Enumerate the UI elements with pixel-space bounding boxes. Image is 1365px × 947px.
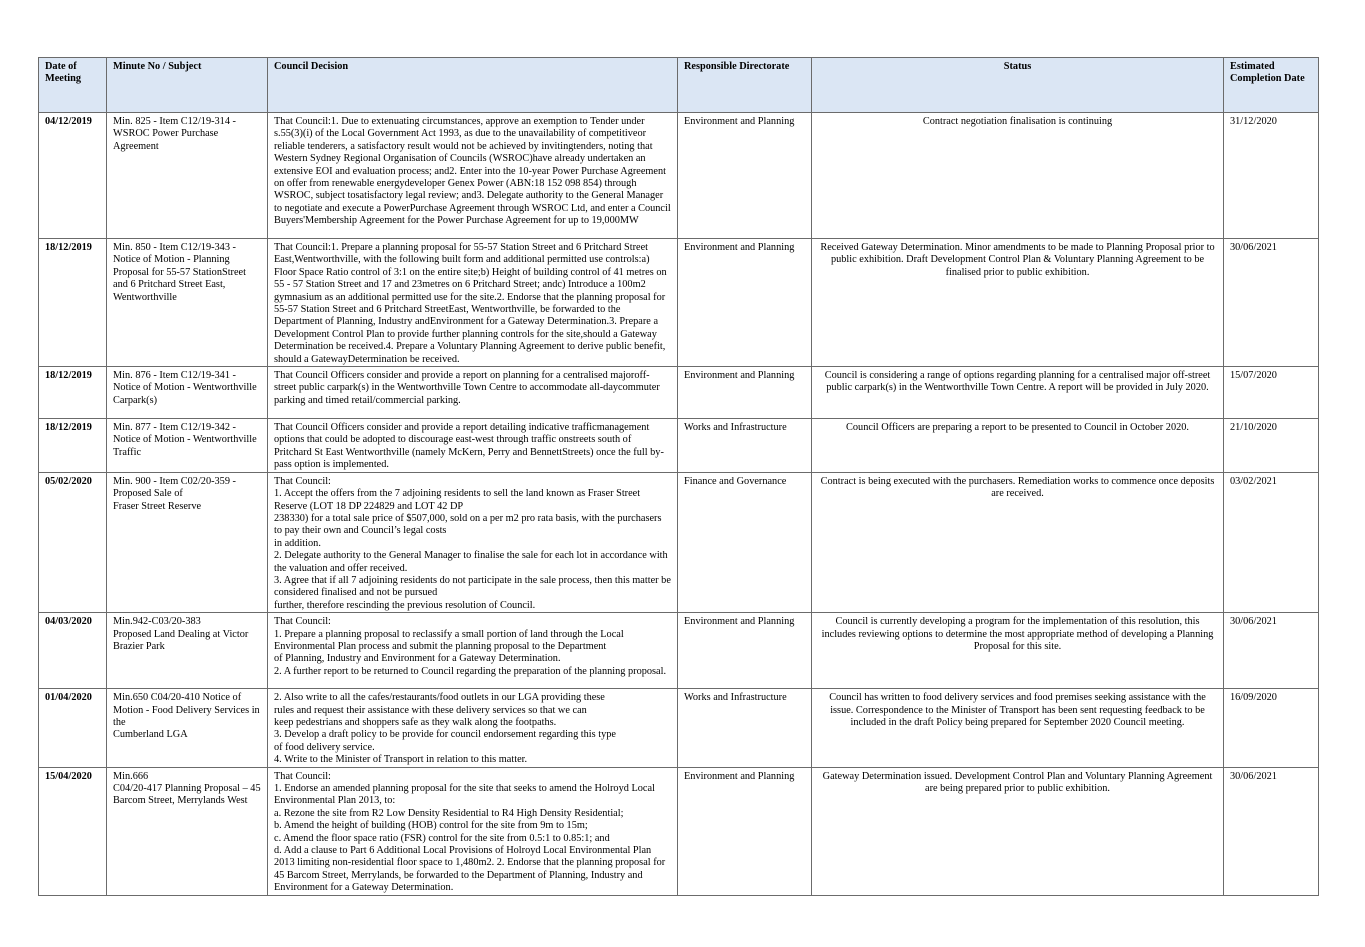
cell-council-decision: That Council Officers consider and provide a report detailing indicative trafficmanagement options that could be adopted to discourage east-west through traffic onstreets south of Pritchard St East Wentworthville (namely McKern, Perry and BennettStreets) once the full by-pass option is implemented. <box>268 419 678 473</box>
cell-minute-subject: Min. 877 - Item C12/19-342 - Notice of Motion - Wentworthville Traffic <box>107 419 268 473</box>
cell-completion-date: 21/10/2020 <box>1224 419 1319 473</box>
header-minute-subject: Minute No / Subject <box>107 58 268 113</box>
cell-directorate: Environment and Planning <box>678 367 812 419</box>
cell-status: Contract negotiation finalisation is continuing <box>812 113 1224 239</box>
cell-completion-date: 16/09/2020 <box>1224 689 1319 767</box>
cell-minute-subject: Min. 825 - Item C12/19-314 - WSROC Power Purchase Agreement <box>107 113 268 239</box>
cell-minute-subject: Min. 850 - Item C12/19-343 - Notice of Motion - Planning Proposal for 55-57 StationStreet and 6 Pritchard Street East, Wentworthville <box>107 239 268 367</box>
cell-directorate: Finance and Governance <box>678 472 812 612</box>
cell-directorate: Works and Infrastructure <box>678 689 812 767</box>
header-responsible-directorate: Responsible Directorate <box>678 58 812 113</box>
table-row <box>39 767 1319 895</box>
table-row <box>39 419 1319 473</box>
cell-directorate: Works and Infrastructure <box>678 419 812 473</box>
cell-status: Gateway Determination issued. Development Control Plan and Voluntary Planning Agreement are being prepared prior to public exhibition. <box>812 767 1224 895</box>
cell-status: Council Officers are preparing a report to be presented to Council in October 2020. <box>812 419 1224 473</box>
cell-date: 01/04/2020 <box>39 689 107 767</box>
table-row <box>39 367 1319 419</box>
cell-date: 18/12/2019 <box>39 239 107 367</box>
cell-directorate: Environment and Planning <box>678 767 812 895</box>
cell-completion-date: 15/07/2020 <box>1224 367 1319 419</box>
cell-date: 18/12/2019 <box>39 419 107 473</box>
cell-directorate: Environment and Planning <box>678 613 812 689</box>
header-date-of-meeting: Date of Meeting <box>39 58 107 113</box>
cell-council-decision: That Council: 1. Prepare a planning proposal to reclassify a small portion of land through the Local Environmental Plan process and submit the planning proposal to the Department of Planning, Industry and Environment for a Gateway Determination. 2. A further report to be returned to Council regarding the preparation of the planning proposal. <box>268 613 678 689</box>
cell-date: 04/12/2019 <box>39 113 107 239</box>
cell-completion-date: 30/06/2021 <box>1224 767 1319 895</box>
council-resolutions-table <box>38 57 1319 896</box>
cell-council-decision: 2. Also write to all the cafes/restaurants/food outlets in our LGA providing these rules and request their assistance with these delivery services so that we can keep pedestrians and shoppers safe as they walk along the footpaths. 3. Develop a draft policy to be provide for council endorsement regarding this type of food delivery service. 4. Write to the Minister of Transport in relation to this matter. <box>268 689 678 767</box>
table-row <box>39 689 1319 767</box>
cell-minute-subject: Min.650 C04/20-410 Notice of Motion - Food Delivery Services in the Cumberland LGA <box>107 689 268 767</box>
header-status: Status <box>812 58 1224 113</box>
cell-minute-subject: Min. 876 - Item C12/19-341 - Notice of Motion - Wentworthville Carpark(s) <box>107 367 268 419</box>
cell-completion-date: 03/02/2021 <box>1224 472 1319 612</box>
cell-council-decision: That Council:1. Prepare a planning proposal for 55-57 Station Street and 6 Pritchard Street East,Wentworthville, with the following built form and additional permitted use controls:a) Floor Space Ratio control of 3:1 on the entire site;b) Height of building control of 41 metres on 55 - 57 Station Street and 17 and 23metres on 6 Pritchard Street; andc) Introduce a 100m2 gymnasium as an additional permitted use for the site.2. Endorse that the planning proposal for 55-57 Station Street and 6 Pritchard StreetEast, Wentworthville, be forwarded to the Department of Planning, Industry andEnvironment for a Gateway Determination.3. Prepare a Development Control Plan to provide further planning controls for the site,should a Gateway Determination be received.4. Prepare a Voluntary Planning Agreement to derive public benefit, should a GatewayDetermination be received. <box>268 239 678 367</box>
cell-completion-date: 31/12/2020 <box>1224 113 1319 239</box>
cell-council-decision: That Council: 1. Accept the offers from the 7 adjoining residents to sell the land known as Fraser Street Reserve (LOT 18 DP 224829 and LOT 42 DP 238330) for a total sale price of $507,000, sold on a per m2 pro rata basis, with the purchasers to pay their own and Council’s legal costs in addition. 2. Delegate authority to the General Manager to finalise the sale for each lot in accordance with the valuation and offer received. 3. Agree that if all 7 adjoining residents do not participate in the sale process, then this matter be considered finalised and not be pursued further, therefore rescinding the previous resolution of Council. <box>268 472 678 612</box>
cell-date: 18/12/2019 <box>39 367 107 419</box>
cell-date: 04/03/2020 <box>39 613 107 689</box>
cell-status: Received Gateway Determination. Minor amendments to be made to Planning Proposal prior to public exhibition. Draft Development Control Plan & Voluntary Planning Agreement to be finalised prior to public exhibition. <box>812 239 1224 367</box>
cell-status: Council is considering a range of options regarding planning for a centralised major off-street public carpark(s) in the Wentworthville Town Centre. A report will be provided in July 2020. <box>812 367 1224 419</box>
cell-completion-date: 30/06/2021 <box>1224 613 1319 689</box>
cell-date: 05/02/2020 <box>39 472 107 612</box>
table-row <box>39 613 1319 689</box>
cell-minute-subject: Min. 900 - Item C02/20-359 - Proposed Sale of Fraser Street Reserve <box>107 472 268 612</box>
header-estimated-completion-date: Estimated Completion Date <box>1224 58 1319 113</box>
cell-directorate: Environment and Planning <box>678 239 812 367</box>
cell-directorate: Environment and Planning <box>678 113 812 239</box>
header-council-decision: Council Decision <box>268 58 678 113</box>
header-row <box>39 58 1319 113</box>
cell-council-decision: That Council:1. Due to extenuating circumstances, approve an exemption to Tender under s.55(3)(i) of the Local Government Act 1993, as due to the unavailability of competitiveor reliable tenderers, a satisfactory result would not be achieved by invitingtenders, noting that Western Sydney Regional Organisation of Councils (WSROC)have already undertaken an extensive EOI and evaluation process; and2. Enter into the 10-year Power Purchase Agreement on offer from renewable energydeveloper Genex Power (ABN:18 152 098 854) through WSROC, subject tosatisfactory legal review; and3. Delegate authority to the General Manager to negotiate and execute a PowerPurchase Agreement through WSROC Ltd, and enter a Council Buyers'Membership Agreement for the Power Purchase Agreement for up to 19,000MW <box>268 113 678 239</box>
table-row <box>39 239 1319 367</box>
cell-council-decision: That Council: 1. Endorse an amended planning proposal for the site that seeks to amend the Holroyd Local Environmental Plan 2013, to: a. Rezone the site from R2 Low Density Residential to R4 High Density Residential; b. Amend the height of building (HOB) control for the site from 9m to 15m; c. Amend the floor space ratio (FSR) control for the site from 0.5:1 to 0.85:1; and d. Add a clause to Part 6 Additional Local Provisions of Holroyd Local Environmental Plan 2013 limiting non-residential floor space to 1,480m2. 2. Endorse that the planning proposal for 45 Barcom Street, Merrylands, be forwarded to the Department of Planning, Industry and Environment for a Gateway Determination. <box>268 767 678 895</box>
cell-status: Contract is being executed with the purchasers. Remediation works to commence once deposits are received. <box>812 472 1224 612</box>
cell-status: Council is currently developing a program for the implementation of this resolution, this includes reviewing options to determine the most appropriate method of developing a Planning Proposal for this site. <box>812 613 1224 689</box>
cell-date: 15/04/2020 <box>39 767 107 895</box>
table-row <box>39 113 1319 239</box>
cell-council-decision: That Council Officers consider and provide a report on planning for a centralised majoroff-street public carpark(s) in the Wentworthville Town Centre to accommodate all-daycommuter parking and timed retail/commercial parking. <box>268 367 678 419</box>
cell-status: Council has written to food delivery services and food premises seeking assistance with the issue. Correspondence to the Minister of Transport has been sent requesting feedback to be included in the draft Policy being prepared for September 2020 Council meeting. <box>812 689 1224 767</box>
cell-completion-date: 30/06/2021 <box>1224 239 1319 367</box>
table-row <box>39 472 1319 612</box>
cell-minute-subject: Min.666 C04/20-417 Planning Proposal – 45 Barcom Street, Merrylands West <box>107 767 268 895</box>
cell-minute-subject: Min.942-C03/20-383 Proposed Land Dealing at Victor Brazier Park <box>107 613 268 689</box>
